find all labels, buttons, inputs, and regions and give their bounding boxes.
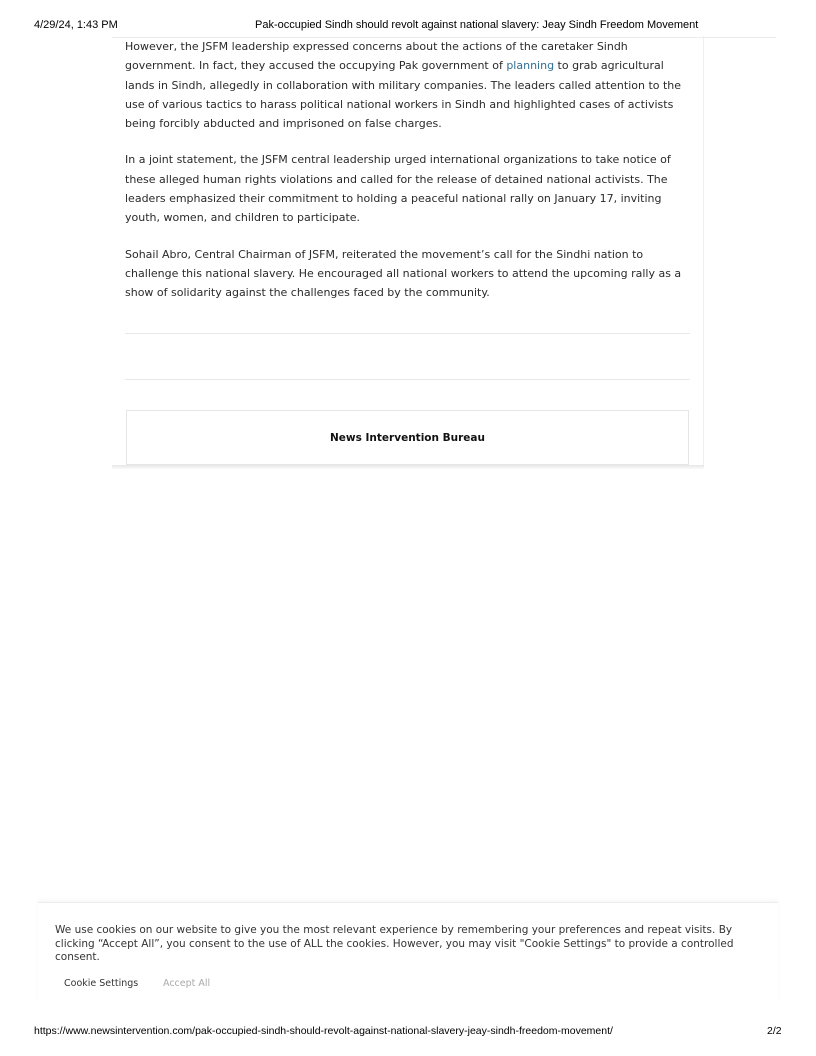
- paragraph-1-text-end: to grab agricultural lands in Sindh, allegedly in collaboration with military companies. The leaders called attention to the use of various tactics to harass political national workers in Sindh and highlighted cases of activists being forcibly abducted and imprisoned on false charges.: [125, 59, 682, 131]
- print-footer: [0, 1024, 816, 1044]
- article-paragraph-2: In a joint statement, the JSFM central leadership urged international organizations to take notice of these alleged human rights violations and called for the release of detained national activists. The leaders emphasized their commitment to holding a peaceful national rally on January 17, inviting youth, women, and children to participate.: [125, 153, 671, 225]
- planning-link[interactable]: planning: [506, 59, 555, 73]
- print-page-title: Pak-occupied Sindh should revolt against national slavery: Jeay Sindh Freedom Movement: [255, 19, 699, 31]
- print-url: https://www.newsintervention.com/pak-occupied-sindh-should-revolt-against-national-slavery-jeay-sindh-freedom-movement/: [34, 1025, 613, 1037]
- article-body: [125, 37, 690, 320]
- accept-all-button[interactable]: Accept All: [154, 978, 219, 989]
- section-divider: [125, 333, 690, 334]
- print-page-number: 2/2: [767, 1025, 782, 1037]
- section-divider: [125, 379, 690, 380]
- article-card-shadow: [112, 465, 704, 469]
- cookie-settings-button[interactable]: Cookie Settings: [55, 978, 147, 989]
- article-paragraph-3: Sohail Abro, Central Chairman of JSFM, reiterated the movement’s call for the Sindhi nation to challenge this national slavery. He encouraged all national workers to attend the upcoming rally as a show of solidarity against the challenges faced by the community.: [125, 247, 682, 300]
- cookie-message: We use cookies on our website to give you the most relevant experience by remembering your preferences and repeat visits. By clicking “Accept All”, you consent to the use of ALL the cookies. However, you may visit "Cookie Settings" to provide a controlled consent.: [55, 924, 734, 963]
- print-header: [0, 0, 816, 36]
- paragraph-1-text-start: However, the JSFM leadership expressed concerns about the actions of the caretaker Sindh government. In fact, they accused the occupying Pak government of: [125, 40, 628, 73]
- cookie-consent-banner: [38, 902, 778, 1003]
- author-name[interactable]: News Intervention Bureau: [330, 431, 485, 444]
- print-datetime: 4/29/24, 1:43 PM: [34, 19, 118, 31]
- author-box: [126, 410, 689, 465]
- article-paragraph-1: [125, 37, 690, 133]
